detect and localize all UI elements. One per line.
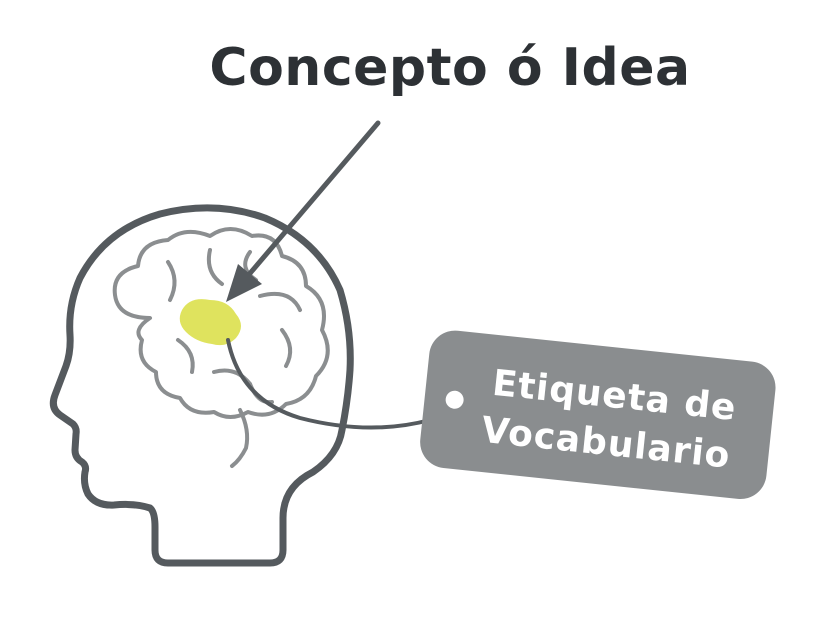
diagram-title: Concepto ó Idea: [209, 38, 691, 98]
vocabulary-tag: [418, 328, 779, 502]
tag-label-line1: Etiqueta de: [490, 362, 739, 430]
tag-label-line2: Vocabulario: [479, 409, 733, 477]
head-outline: [53, 208, 350, 563]
concept-highlight: [180, 299, 241, 345]
